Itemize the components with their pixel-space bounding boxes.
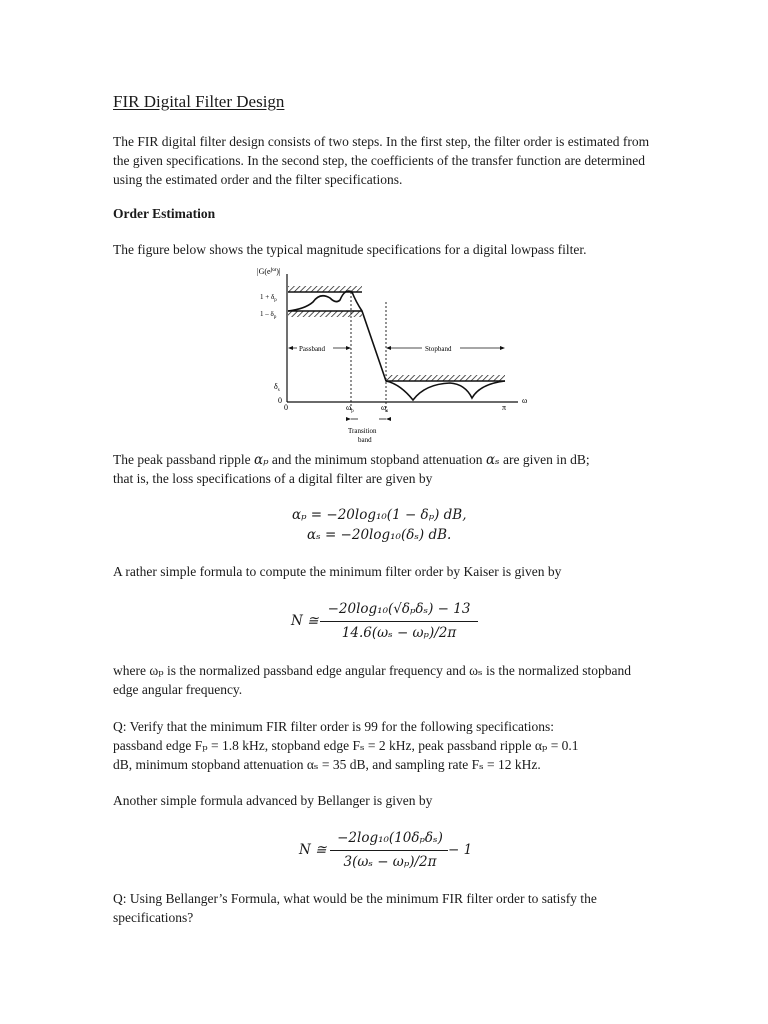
x-zero-label: 0 xyxy=(284,403,288,412)
question-1-line2: passband edge Fₚ = 1.8 kHz, stopband edge Fₛ = 2 kHz, peak passband ripple αₚ = 0.1 xyxy=(113,738,579,753)
kaiser-intro: A rather simple formula to compute the minimum filter order by Kaiser is given by xyxy=(113,564,562,579)
lowpass-spec-figure xyxy=(250,262,540,446)
kaiser-denominator: 14.6(ωₛ − ωₚ)/2π xyxy=(341,625,457,641)
y-axis-label: $|G(e^{j\omega})|$ xyxy=(257,267,281,276)
transition-label-2: band xyxy=(358,436,372,444)
bellanger-numerator: −2log₁₀(10δₚδₛ) xyxy=(337,830,443,846)
omega-axis-label: ω xyxy=(522,396,528,405)
question-1-line3: dB, minimum stopband attenuation αₛ = 35 dB, and sampling rate Fₛ = 12 kHz. xyxy=(113,757,541,772)
tick-upper: $1 + \delta_p$ xyxy=(260,293,277,303)
question-2: Q: Using Bellanger’s Formula, what would be the minimum FIR filter order to satisfy the specifications? xyxy=(113,891,597,925)
bellanger-fraction-bar xyxy=(330,850,448,851)
where-paragraph: where ωₚ is the normalized passband edge angular frequency and ωₛ is the normalized stopband edge angular frequency. xyxy=(113,663,632,697)
omega-p-label: $\omega_p$ xyxy=(346,403,354,414)
kaiser-numerator: −20log₁₀(√δₚδₛ) − 13 xyxy=(327,601,471,617)
section-heading: Order Estimation xyxy=(113,206,216,221)
tick-zero: 0 xyxy=(278,396,282,405)
ripple-paragraph-line2: that is, the loss specifications of a digital filter are given by xyxy=(113,471,433,486)
equation-alpha-s: αₛ = −20log₁₀(δₛ) dB. xyxy=(307,527,452,543)
bellanger-denominator: 3(ωₛ − ωₚ)/2π xyxy=(343,854,437,870)
figure-intro-text: The figure below shows the typical magnitude specifications for a digital lowpass filter. xyxy=(113,242,587,257)
stop-hatch xyxy=(386,375,505,381)
document-title: FIR Digital Filter Design xyxy=(113,92,285,111)
pi-label: π xyxy=(502,403,507,412)
transition-label-1: Transition xyxy=(348,427,377,435)
question-1-line1: Q: Verify that the minimum FIR filter order is 99 for the following specifications: xyxy=(113,719,555,734)
intro-paragraph: The FIR digital filter design consists of two steps. In the first step, the filter order is estimated from the given specifications. In the second step, the coefficients of the transfer function are determined using the estimated order and the filter specifications. xyxy=(113,134,650,187)
passband-label: Passband xyxy=(299,345,326,353)
stopband-label: Stopband xyxy=(425,345,452,353)
tick-stop: $\delta_s$ xyxy=(274,382,280,393)
bellanger-lhs: N ≅ xyxy=(299,842,327,858)
omega-s-label: $\omega_s$ xyxy=(381,403,389,414)
kaiser-lhs: N ≅ xyxy=(291,613,319,629)
equation-alpha-p: αₚ = −20log₁₀(1 − δₚ) dB, xyxy=(292,507,467,523)
ripple-paragraph-line1: The peak passband ripple αₚ and the minimum stopband attenuation αₛ are given in dB; xyxy=(113,452,590,468)
tick-lower: $1 - \delta_p$ xyxy=(260,310,277,320)
kaiser-fraction-bar xyxy=(320,621,478,622)
bellanger-intro: Another simple formula advanced by Bellanger is given by xyxy=(113,793,433,808)
bellanger-rhs: − 1 xyxy=(448,842,473,858)
